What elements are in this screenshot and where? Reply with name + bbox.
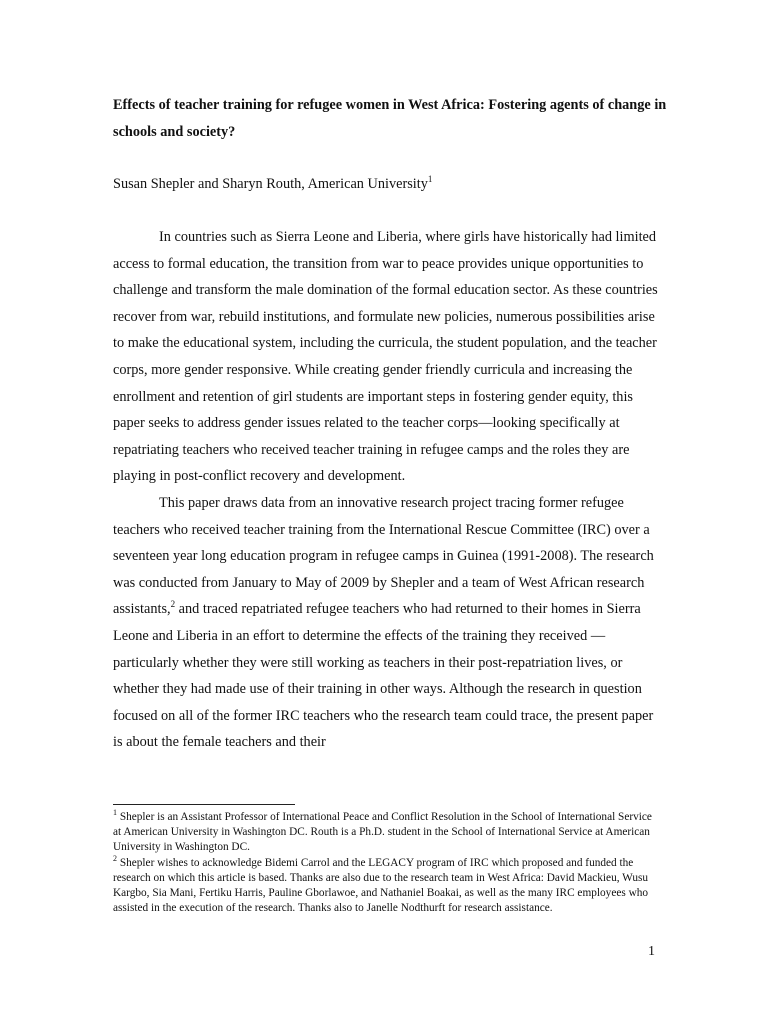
footnote-2-text: Shepler wishes to acknowledge Bidemi Carrol and the LEGACY program of IRC which proposed and funded the research on which this article is based. Thanks are also due to the research team in West Africa: David Mackieu, Wusu Kargbo, Sia Mani, Fertiku Harris, Pauline Gborlawoe, and Nathaniel Boakai, as well as the many IRC employees who assisted in the execution of the research. Thanks also to Janelle Nodthurft for research assistance.: [113, 856, 649, 915]
author-names: Susan Shepler and Sharyn Routh, American University: [113, 176, 428, 192]
footnote-separator: [113, 804, 295, 805]
paragraph-1: In countries such as Sierra Leone and Liberia, where girls have historically had limited access to formal education, the transition from war to peace provides unique opportunities to challenge and transform the male domination of the formal education sector. As these countries recover from war, rebuild institutions, and formulate new policies, numerous possibilities arise to make the educational system, including the curricula, the student population, and the teacher corps, more gender responsive. While creating gender friendly curricula and increasing the enrollment and retention of girl students are important steps in fostering gender equity, this paper seeks to address gender issues related to the teacher corps—looking specifically at repatriating teachers who received teacher training in refugee camps and the roles they are playing in post-conflict recovery and development.: [113, 229, 658, 485]
paper-title: Effects of teacher training for refugee women in West Africa: Fostering agents of change in schools and society?: [113, 97, 667, 140]
footnote-1-mark: 1: [113, 808, 117, 818]
footnote-ref-2: 2: [170, 599, 176, 610]
paragraph-2: [113, 490, 658, 756]
body-text: [113, 224, 658, 756]
footnote-1: [113, 810, 658, 856]
footnote-2: [113, 853, 658, 917]
page-number: 1: [648, 944, 655, 959]
footnote-ref-1: 1: [427, 174, 433, 185]
footnote-2-mark: 2: [113, 853, 117, 863]
paragraph-2-part-2: and traced repatriated refugee teachers who had returned to their homes in Sierra Leone and Liberia in an effort to determine the effects of the training they received —particularly whether they were still working as teachers in their post-repatriation lives, or whether they had made use of their training in other ways. Although the research in question focused on all of the former IRC teachers who the research team could trace, the present paper is about the female teachers and their: [113, 601, 654, 751]
author-line: [113, 171, 673, 198]
footnote-1-text: Shepler is an Assistant Professor of International Peace and Conflict Resolution in the School of International Service at American University in Washington DC. Routh is a Ph.D. student in the School of International Service at American University in Washington DC.: [113, 811, 652, 854]
footnotes: [113, 810, 658, 916]
paragraph-2-part-1: This paper draws data from an innovative research project tracing former refugee teachers who received teacher training from the International Rescue Committee (IRC) over a seventeen year long education program in refugee camps in Guinea (1991-2008). The research was conducted from January to May of 2009 by Shepler and a team of West African research assistants,: [113, 494, 654, 618]
